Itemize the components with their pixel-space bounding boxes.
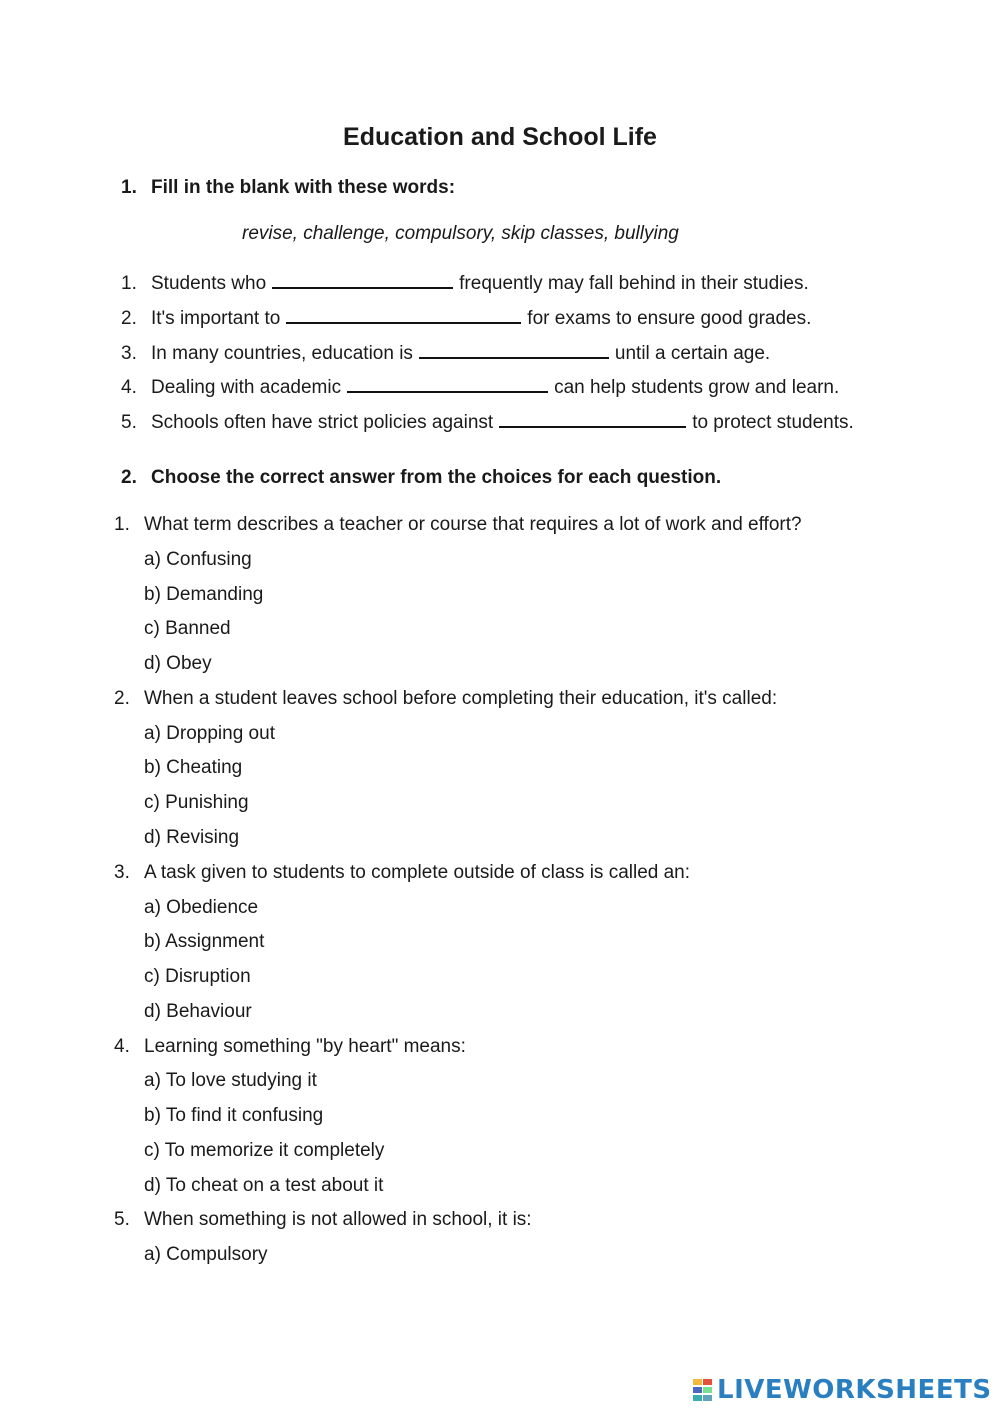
question [114, 1035, 466, 1059]
section-1-heading-text: Fill in the blank with these words: [151, 177, 456, 198]
answer-option[interactable]: b) To find it confusing [144, 1105, 324, 1126]
question-text: What term describes a teacher or course that requires a lot of work and effort? [144, 514, 802, 535]
item-number: 1. [121, 273, 137, 294]
item-text-after: can help students grow and learn. [554, 377, 840, 398]
fill-blank-item [121, 408, 854, 435]
answer-option[interactable]: a) To love studying it [144, 1070, 317, 1091]
answer-option[interactable]: a) Confusing [144, 549, 252, 570]
section-2-heading [121, 466, 721, 490]
liveworksheets-logo [693, 1374, 992, 1406]
answer-blank[interactable] [347, 373, 548, 393]
answer-option[interactable]: d) To cheat on a test about it [144, 1175, 384, 1196]
item-text-before: Schools often have strict policies against [151, 412, 494, 433]
question-text: A task given to students to complete outside of class is called an: [144, 862, 691, 883]
answer-option[interactable]: b) Assignment [144, 931, 265, 952]
item-text-after: for exams to ensure good grades. [527, 308, 812, 329]
item-text-after: to protect students. [692, 412, 854, 433]
answer-option[interactable]: a) Obedience [144, 897, 259, 918]
item-text-before: Students who [151, 273, 267, 294]
answer-option[interactable]: c) Disruption [144, 966, 251, 987]
page-title: Education and School Life [343, 123, 657, 151]
section-1-heading [121, 176, 455, 200]
item-text-before: It's important to [151, 308, 281, 329]
question [114, 1208, 532, 1232]
answer-blank[interactable] [499, 408, 686, 428]
answer-option[interactable]: b) Demanding [144, 584, 264, 605]
item-number: 4. [121, 377, 137, 398]
item-text-after: frequently may fall behind in their studies. [459, 273, 809, 294]
item-number: 2. [121, 308, 137, 329]
fill-blank-item [121, 373, 839, 400]
answer-blank[interactable] [419, 339, 609, 359]
section-2-number: 2. [121, 467, 137, 488]
answer-option[interactable]: a) Compulsory [144, 1244, 268, 1265]
question [114, 513, 802, 537]
item-number: 5. [121, 412, 137, 433]
question-text: Learning something "by heart" means: [144, 1036, 466, 1057]
fill-blank-item [121, 339, 770, 366]
answer-option[interactable]: c) To memorize it completely [144, 1140, 385, 1161]
section-2-heading-text: Choose the correct answer from the choices for each question. [151, 467, 722, 488]
item-text-after: until a certain age. [614, 343, 771, 364]
question [114, 861, 690, 885]
question-text: When something is not allowed in school, it is: [144, 1209, 532, 1230]
item-number: 3. [121, 343, 137, 364]
question-number: 2. [114, 688, 130, 709]
answer-option[interactable]: d) Behaviour [144, 1001, 252, 1022]
word-bank: revise, challenge, compulsory, skip classes, bullying [242, 223, 679, 244]
question-number: 4. [114, 1036, 130, 1057]
question-text: When a student leaves school before completing their education, it's called: [144, 688, 778, 709]
answer-option[interactable]: c) Punishing [144, 792, 249, 813]
item-text-before: Dealing with academic [151, 377, 342, 398]
question [114, 687, 777, 711]
question-number: 5. [114, 1209, 130, 1230]
section-1-number: 1. [121, 177, 137, 198]
answer-option[interactable]: d) Revising [144, 827, 240, 848]
fill-blank-item [121, 269, 809, 296]
answer-blank[interactable] [272, 269, 453, 289]
answer-option[interactable]: b) Cheating [144, 757, 243, 778]
liveworksheets-mark-icon [693, 1377, 713, 1403]
answer-option[interactable]: d) Obey [144, 653, 212, 674]
item-text-before: In many countries, education is [151, 343, 413, 364]
answer-blank[interactable] [286, 304, 521, 324]
question-number: 1. [114, 514, 130, 535]
question-number: 3. [114, 862, 130, 883]
answer-option[interactable]: c) Banned [144, 618, 231, 639]
answer-option[interactable]: a) Dropping out [144, 723, 275, 744]
liveworksheets-wordmark: LIVEWORKSHEETS [717, 1375, 992, 1405]
fill-blank-item [121, 304, 811, 331]
